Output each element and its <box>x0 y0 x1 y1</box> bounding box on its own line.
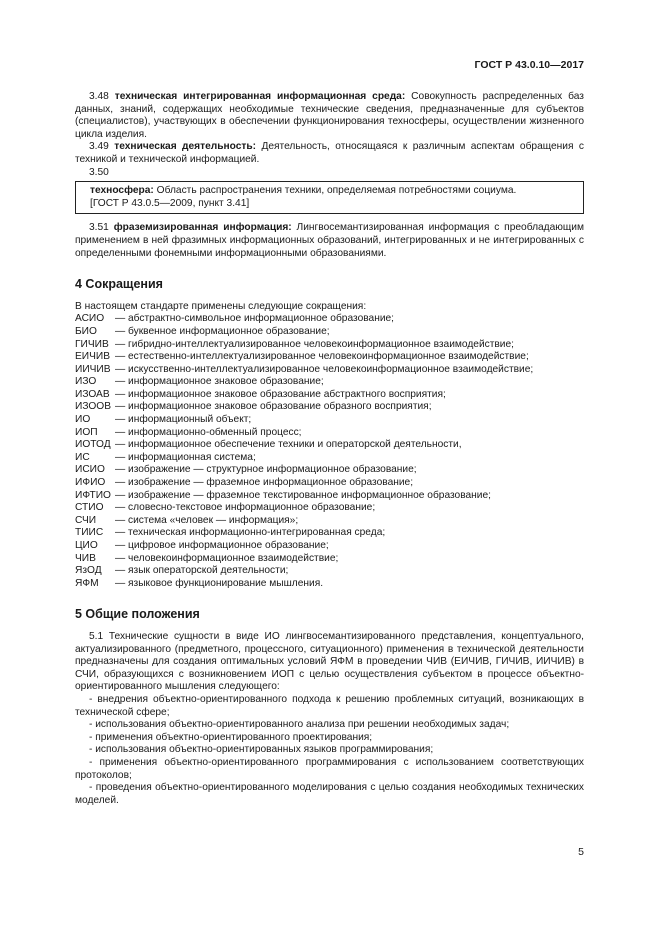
bullet-item: - проведения объектно-ориентированного моделирования с целью создания необходимых технических моделей. <box>75 782 584 806</box>
abbreviation-row <box>75 389 584 402</box>
section-5-title: 5 Общие положения <box>75 607 200 622</box>
term-3-48 <box>75 91 584 141</box>
bullet-item: - использования объектно-ориентированного анализа при решении необходимых задач; <box>89 719 510 731</box>
abbreviation-meaning: — информационное знаковое образование абстрактного восприятия; <box>115 388 446 400</box>
abbreviation-meaning: — информационно-обменный процесс; <box>115 426 302 438</box>
abbreviation-meaning: — буквенное информационное образование; <box>115 325 330 337</box>
bullet-item: - применения объектно-ориентированного проектирования; <box>89 731 373 743</box>
abbreviation-meaning: — информационное обеспечение техники и операторской деятельности, <box>115 439 462 451</box>
abbreviation-row <box>75 477 584 490</box>
abbreviation-code: ГИЧИВ <box>75 338 109 350</box>
abbreviation-meaning: — система «человек — информация»; <box>115 514 299 526</box>
abbreviation-code: ИС <box>75 451 90 463</box>
abbreviation-meaning: — гибридно-интеллектуализированное человекоинформационное взаимодействие; <box>115 338 514 350</box>
abbreviation-row <box>75 326 584 339</box>
abbreviation-code: ЯзОД <box>75 565 102 577</box>
abbreviation-meaning: — изображение — фраземное информационное образование; <box>115 477 414 489</box>
abbreviation-meaning: — информационное знаковое образование; <box>115 376 324 388</box>
bullet-list <box>75 694 584 807</box>
abbreviation-row <box>75 502 584 515</box>
abbreviation-meaning: — языковое функционирование мышления. <box>115 577 324 589</box>
abbreviation-code: АСИО <box>75 313 105 325</box>
abbreviation-code: СЧИ <box>75 514 97 526</box>
abbreviation-code: ЧИВ <box>75 552 96 564</box>
term-definition: Деятельность, относящаяся к различным аспектам обращения с техникой и технической информацией. <box>75 141 584 165</box>
section-4-title: 4 Сокращения <box>75 277 163 292</box>
abbreviation-code: ИФТИО <box>75 489 111 501</box>
page-number: 5 <box>578 846 584 858</box>
abbreviation-meaning: — информационная система; <box>115 451 256 463</box>
abbreviation-row <box>75 401 584 414</box>
abbreviation-row <box>75 351 584 364</box>
abbreviation-meaning: — цифровое информационное образование; <box>115 540 329 551</box>
term-name: техносфера: <box>90 185 154 197</box>
abbreviation-row <box>75 540 584 553</box>
abbreviation-row <box>75 439 584 452</box>
term-3-50 <box>76 185 579 198</box>
abbreviation-meaning: — информационное знаковое образование образного восприятия; <box>115 401 432 413</box>
abbreviation-code: ИЗОАВ <box>75 388 110 400</box>
abbreviation-meaning: — искусственно-интеллектуализированное человекоинформационное взаимодействие; <box>115 363 534 375</box>
abbreviation-code: ЕИЧИВ <box>75 351 111 363</box>
bullet-item: - внедрения объектно-ориентированного подхода к решению проблемных ситуаций, возникающих в технической сфере; <box>75 693 584 718</box>
abbreviation-row <box>75 313 584 326</box>
term-definition: Область распространения техники, определяемая потребностями социума. <box>153 185 517 197</box>
bullet-item: - использования объектно-ориентированных языков программирования; <box>89 744 434 756</box>
term-number: 3.49 <box>89 141 109 153</box>
term-definition: Совокупность распределенных баз данных, знаний, содержащих необходимые технические сведения, предназначенные для субъектов (специалистов), участвующих в обеспечении функционирования техносферы, осуществлении жизненного цикла изделия. <box>75 91 584 140</box>
term-3-50-number: 3.50 <box>89 166 109 178</box>
term-3-51 <box>75 222 584 260</box>
abbreviation-code: ИФИО <box>75 477 106 489</box>
abbreviation-row <box>75 553 584 566</box>
abbreviation-row <box>75 527 584 540</box>
abbreviation-row <box>75 515 584 528</box>
abbreviation-meaning: — изображение — структурное информационное образование; <box>115 464 417 476</box>
abbreviation-code: БИО <box>75 325 97 337</box>
abbreviation-code: ИИЧИВ <box>75 363 111 375</box>
abbreviations-intro: В настоящем стандарте применены следующие сокращения: <box>75 300 367 312</box>
document-id-header: ГОСТ Р 43.0.10—2017 <box>474 59 584 71</box>
abbreviation-code: ИОТОД <box>75 439 111 451</box>
abbreviation-meaning: — язык операторской деятельности; <box>115 565 289 577</box>
abbreviation-meaning: — изображение — фраземное текстированное информационное образование; <box>115 489 491 501</box>
abbreviation-code: ИО <box>75 414 91 426</box>
abbreviation-row <box>75 490 584 503</box>
term-name: техническая деятельность: <box>114 141 257 153</box>
term-reference: [ГОСТ Р 43.0.5—2009, пункт 3.41] <box>90 197 250 209</box>
abbreviation-code: ИОП <box>75 426 98 438</box>
term-number: 3.51 <box>89 222 109 234</box>
abbreviation-code: ЯФМ <box>75 577 99 589</box>
abbreviation-row <box>75 376 584 389</box>
term-name: техническая интегрированная информационная среда: <box>114 91 406 102</box>
term-definition: Лингвосемантизированная информация с преобладающим применением в ней фразимных информационных образований, интегрированных и не интегрированных с определенными фонемными информационными образованиями. <box>75 222 585 259</box>
abbreviation-meaning: — словесно-текстовое информационное образование; <box>115 502 376 514</box>
abbreviation-meaning: — техническая информационно-интегрированная среда; <box>115 527 386 539</box>
abbreviation-row <box>75 364 584 377</box>
term-3-50-box <box>75 181 584 214</box>
document-body <box>75 91 584 807</box>
abbreviation-row <box>75 414 584 427</box>
term-3-49 <box>75 141 584 166</box>
abbreviation-row <box>75 565 584 578</box>
abbreviation-meaning: — естественно-интеллектуализированное человекоинформационное взаимодействие; <box>115 351 529 363</box>
paragraph-5-1: 5.1 Технические сущности в виде ИО лингвосемантизированного представления, концептуального, актуализированного (предметного, процессного, ситуационного) применения в технической деятельности предназначены для создания оптимальных условий ЯФМ в проведении ЧИВ (ЕИЧИВ, ГИЧИВ, ИИЧИВ) в СЧИ, образующихся с возникновением ИОП с целью осуществления субъектом в процессе объектно-ориентированного мышления следующего: <box>75 630 584 693</box>
abbreviation-row <box>75 452 584 465</box>
abbreviation-code: СТИО <box>75 502 104 514</box>
term-name: фраземизированная информация: <box>113 222 292 234</box>
abbreviation-row <box>75 578 584 591</box>
abbreviation-code: ИЗООВ <box>75 401 112 413</box>
abbreviation-row <box>75 427 584 440</box>
bullet-item: - применения объектно-ориентированного программирования с использованием соответствующих протоколов; <box>75 756 584 781</box>
term-number: 3.48 <box>89 91 109 102</box>
abbreviation-meaning: — абстрактно-символьное информационное образование; <box>115 313 395 325</box>
abbreviation-meaning: — информационный объект; <box>115 414 252 426</box>
abbreviation-code: ИЗО <box>75 376 97 388</box>
abbreviation-code: ЦИО <box>75 540 98 551</box>
abbreviation-row <box>75 464 584 477</box>
abbreviations-list <box>75 313 584 590</box>
abbreviation-code: ТИИС <box>75 527 104 539</box>
abbreviation-meaning: — человекоинформационное взаимодействие; <box>115 552 339 564</box>
abbreviation-row <box>75 339 584 352</box>
abbreviation-code: ИСИО <box>75 464 105 476</box>
